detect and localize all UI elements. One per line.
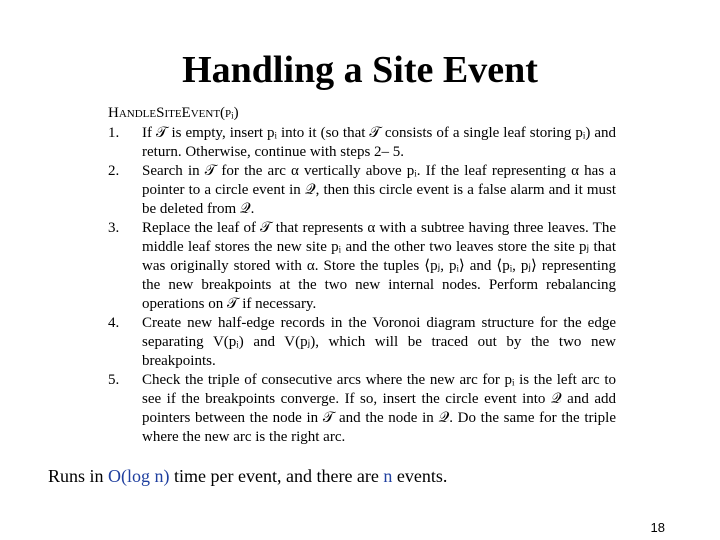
step-number: 1. — [108, 125, 120, 141]
step-text: Create new half-edge records in the Voronoi diagram structure for the edge separating V(pᵢ) and V(pⱼ), which will be traced out by the two new breakpoints. — [142, 315, 616, 369]
page-number: 18 — [650, 520, 665, 535]
step-text: If 𝒯 is empty, insert pᵢ into it (so that 𝒯 consists of a single leaf storing pᵢ) and return. Otherwise, continue with steps 2– 5. — [142, 125, 616, 160]
step-number: 5. — [108, 372, 120, 388]
algorithm-step — [108, 219, 616, 314]
slide-title: Handling a Site Event — [182, 49, 538, 91]
algorithm-step — [108, 371, 616, 447]
summary-prefix: Runs in — [48, 466, 109, 486]
algorithm-step — [108, 162, 616, 219]
step-number: 2. — [108, 163, 120, 179]
step-number: 3. — [108, 220, 120, 236]
algorithm-step — [108, 124, 616, 162]
runtime-summary — [48, 466, 447, 487]
algorithm-name: HandleSiteEvent(pᵢ) — [108, 105, 239, 121]
event-count-variable: n — [383, 466, 393, 486]
summary-middle: time per event, and there are — [169, 466, 384, 486]
complexity-expression: O(log n) — [108, 466, 170, 486]
step-text: Check the triple of consecutive arcs where the new arc for pᵢ is the left arc to see if the breakpoints converge. If so, insert the circle event into 𝒬 and add pointers between the node in 𝒯 and the node in 𝒬. Do the same for the triple where the new arc is the right arc. — [142, 372, 616, 445]
algorithm-step — [108, 314, 616, 371]
step-number: 4. — [108, 315, 120, 331]
step-text: Search in 𝒯 for the arc α vertically above pᵢ. If the leaf representing α has a pointer to a circle event in 𝒬, then this circle event is a false alarm and it must be deleted from 𝒬. — [142, 163, 616, 217]
summary-suffix: events. — [392, 466, 448, 486]
step-text: Replace the leaf of 𝒯 that represents α with a subtree having three leaves. The middle leaf stores the new site pᵢ and the other two leaves store the site pⱼ that was originally stored with α. Store the tuples ⟨pⱼ, pᵢ⟩ and ⟨pᵢ, pⱼ⟩ representing the new breakpoints at the two new internal nodes. Perform rebalancing operations on 𝒯 if necessary. — [142, 220, 616, 312]
algorithm-box — [108, 104, 616, 447]
